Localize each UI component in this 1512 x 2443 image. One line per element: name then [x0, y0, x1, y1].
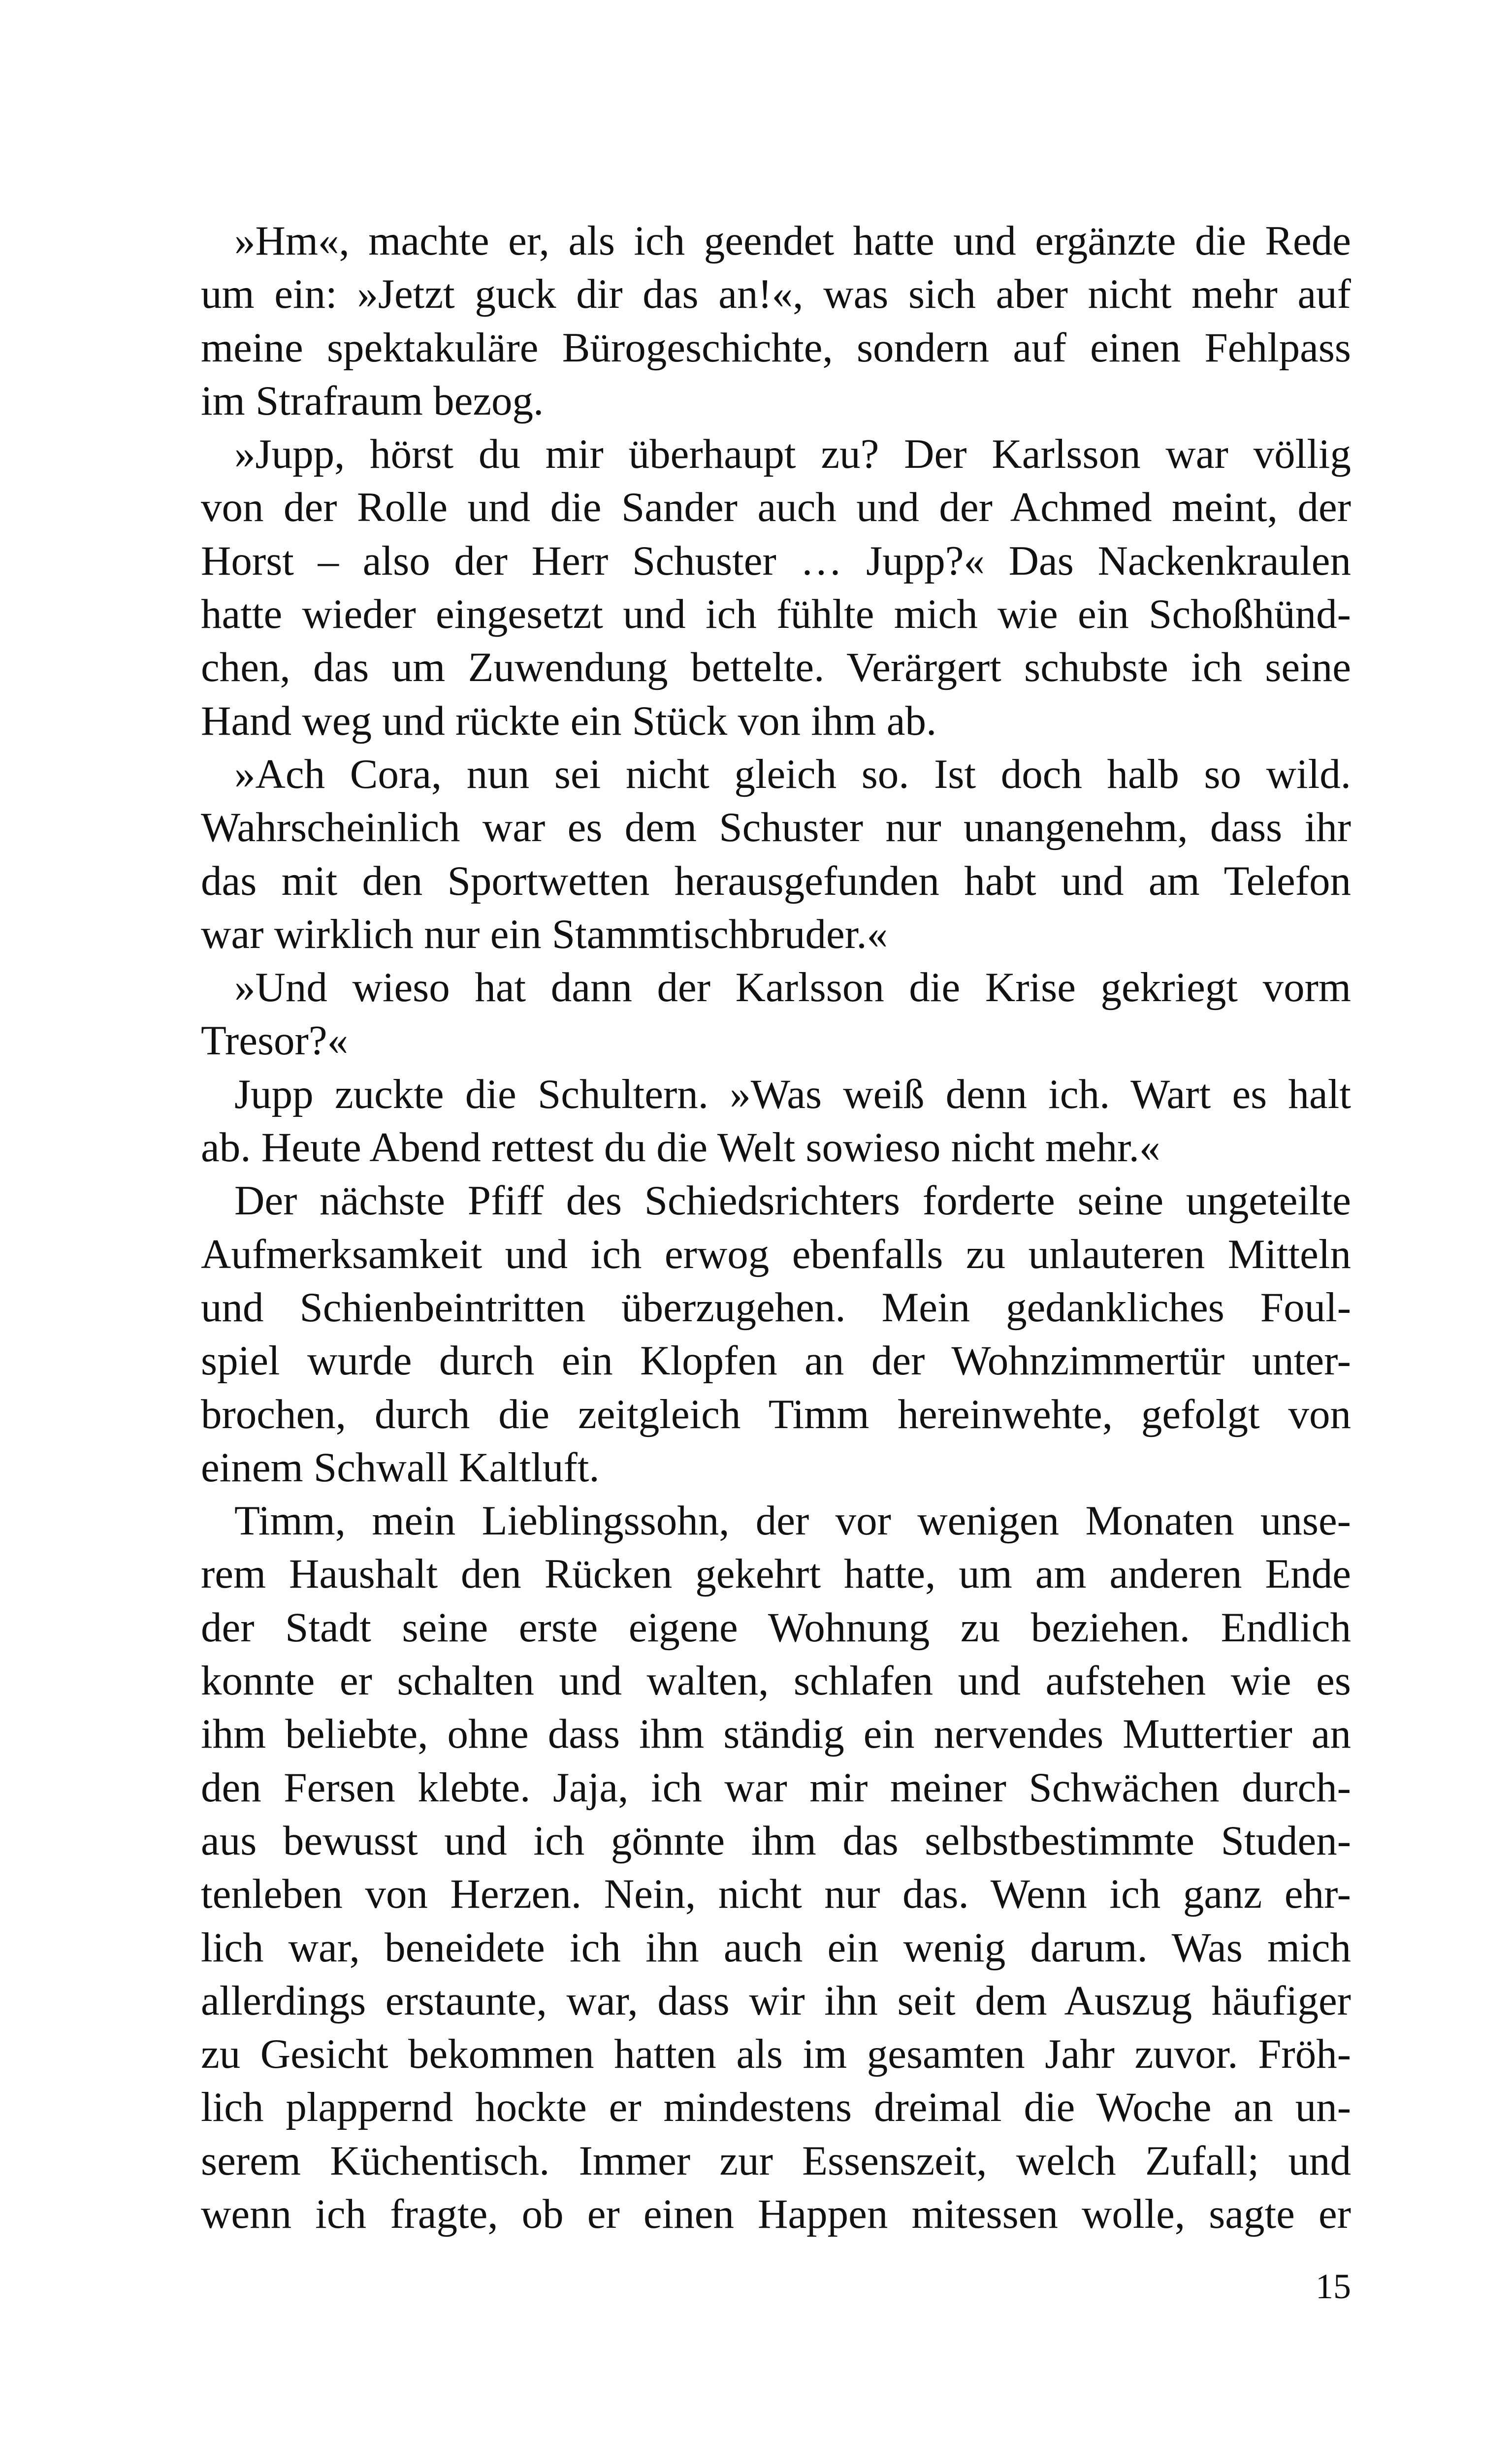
text-line: hatte wieder eingesetzt und ich fühlte mich wie ein Schoßhünd- — [201, 591, 1351, 638]
text-line: lich war, beneidete ich ihn auch ein wenig darum. Was mich — [201, 1924, 1351, 1971]
text-line: Timm, mein Lieblingssohn, der vor wenigen Monaten unse- — [234, 1498, 1351, 1544]
text-line: spiel wurde durch ein Klopfen an der Wohnzimmertür unter- — [201, 1337, 1351, 1384]
text-line: um ein: »Jetzt guck dir das an!«, was sich aber nicht mehr auf — [201, 271, 1351, 318]
text-line: zu Gesicht bekommen hatten als im gesamten Jahr zuvor. Fröh- — [201, 2031, 1351, 2078]
text-line: Horst – also der Herr Schuster … Jupp?« Das Nackenkraulen — [201, 537, 1351, 584]
text-line: »Jupp, hörst du mir überhaupt zu? Der Karlsson war völlig — [234, 431, 1351, 478]
text-line: von der Rolle und die Sander auch und der Achmed meint, der — [201, 484, 1351, 531]
text-line: chen, das um Zuwendung bettelte. Verärgert schubste ich seine — [201, 644, 1351, 691]
text-line: Tresor?« — [201, 1017, 349, 1064]
text-line: aus bewusst und ich gönnte ihm das selbstbestimmte Studen- — [201, 1817, 1351, 1864]
text-line: lich plappernd hockte er mindestens dreimal die Woche an un- — [201, 2084, 1351, 2131]
text-line: und Schienbeintritten überzugehen. Mein gedankliches Foul- — [201, 1284, 1351, 1331]
text-line: Aufmerksamkeit und ich erwog ebenfalls zu unlauteren Mitteln — [201, 1231, 1351, 1277]
text-line: das mit den Sportwetten herausgefunden habt und am Telefon — [201, 857, 1351, 904]
text-line: ihm beliebte, ohne dass ihm ständig ein nervendes Muttertier an — [201, 1711, 1351, 1758]
text-line: Jupp zuckte die Schultern. »Was weiß denn ich. Wart es halt — [234, 1071, 1351, 1117]
text-line: allerdings erstaunte, war, dass wir ihn seit dem Auszug häufiger — [201, 1977, 1351, 2024]
text-line: wenn ich fragte, ob er einen Happen mitessen wolle, sagte er — [201, 2190, 1351, 2237]
text-line: konnte er schalten und walten, schlafen und aufstehen wie es — [201, 1658, 1351, 1704]
text-line: Wahrscheinlich war es dem Schuster nur unangenehm, dass ihr — [201, 804, 1351, 851]
text-line: »Und wieso hat dann der Karlsson die Krise gekriegt vorm — [234, 964, 1351, 1011]
text-line: im Strafraum bezog. — [201, 377, 544, 424]
text-line: ab. Heute Abend rettest du die Welt sowieso nicht mehr.« — [201, 1124, 1160, 1171]
text-line: serem Küchentisch. Immer zur Essenszeit, welch Zufall; und — [201, 2137, 1351, 2184]
text-line: einem Schwall Kaltluft. — [201, 1444, 600, 1491]
body-text — [201, 214, 1351, 2241]
page-number: 15 — [1316, 2267, 1351, 2306]
text-line: tenleben von Herzen. Nein, nicht nur das. Wenn ich ganz ehr- — [201, 1871, 1351, 1918]
text-line: »Hm«, machte er, als ich geendet hatte und ergänzte die Rede — [234, 218, 1351, 264]
text-line: brochen, durch die zeitgleich Timm hereinwehte, gefolgt von — [201, 1391, 1351, 1437]
text-line: meine spektakuläre Bürogeschichte, sondern auf einen Fehlpass — [201, 324, 1351, 371]
text-line: Hand weg und rückte ein Stück von ihm ab. — [201, 697, 937, 744]
text-line: der Stadt seine erste eigene Wohnung zu beziehen. Endlich — [201, 1604, 1351, 1651]
text-line: rem Haushalt den Rücken gekehrt hatte, um am anderen Ende — [201, 1551, 1351, 1597]
text-line: war wirklich nur ein Stammtischbruder.« — [201, 911, 888, 957]
text-line: »Ach Cora, nun sei nicht gleich so. Ist doch halb so wild. — [234, 750, 1351, 797]
text-line: Der nächste Pfiff des Schiedsrichters forderte seine ungeteilte — [234, 1177, 1351, 1224]
text-line: den Fersen klebte. Jaja, ich war mir meiner Schwächen durch- — [201, 1764, 1351, 1811]
